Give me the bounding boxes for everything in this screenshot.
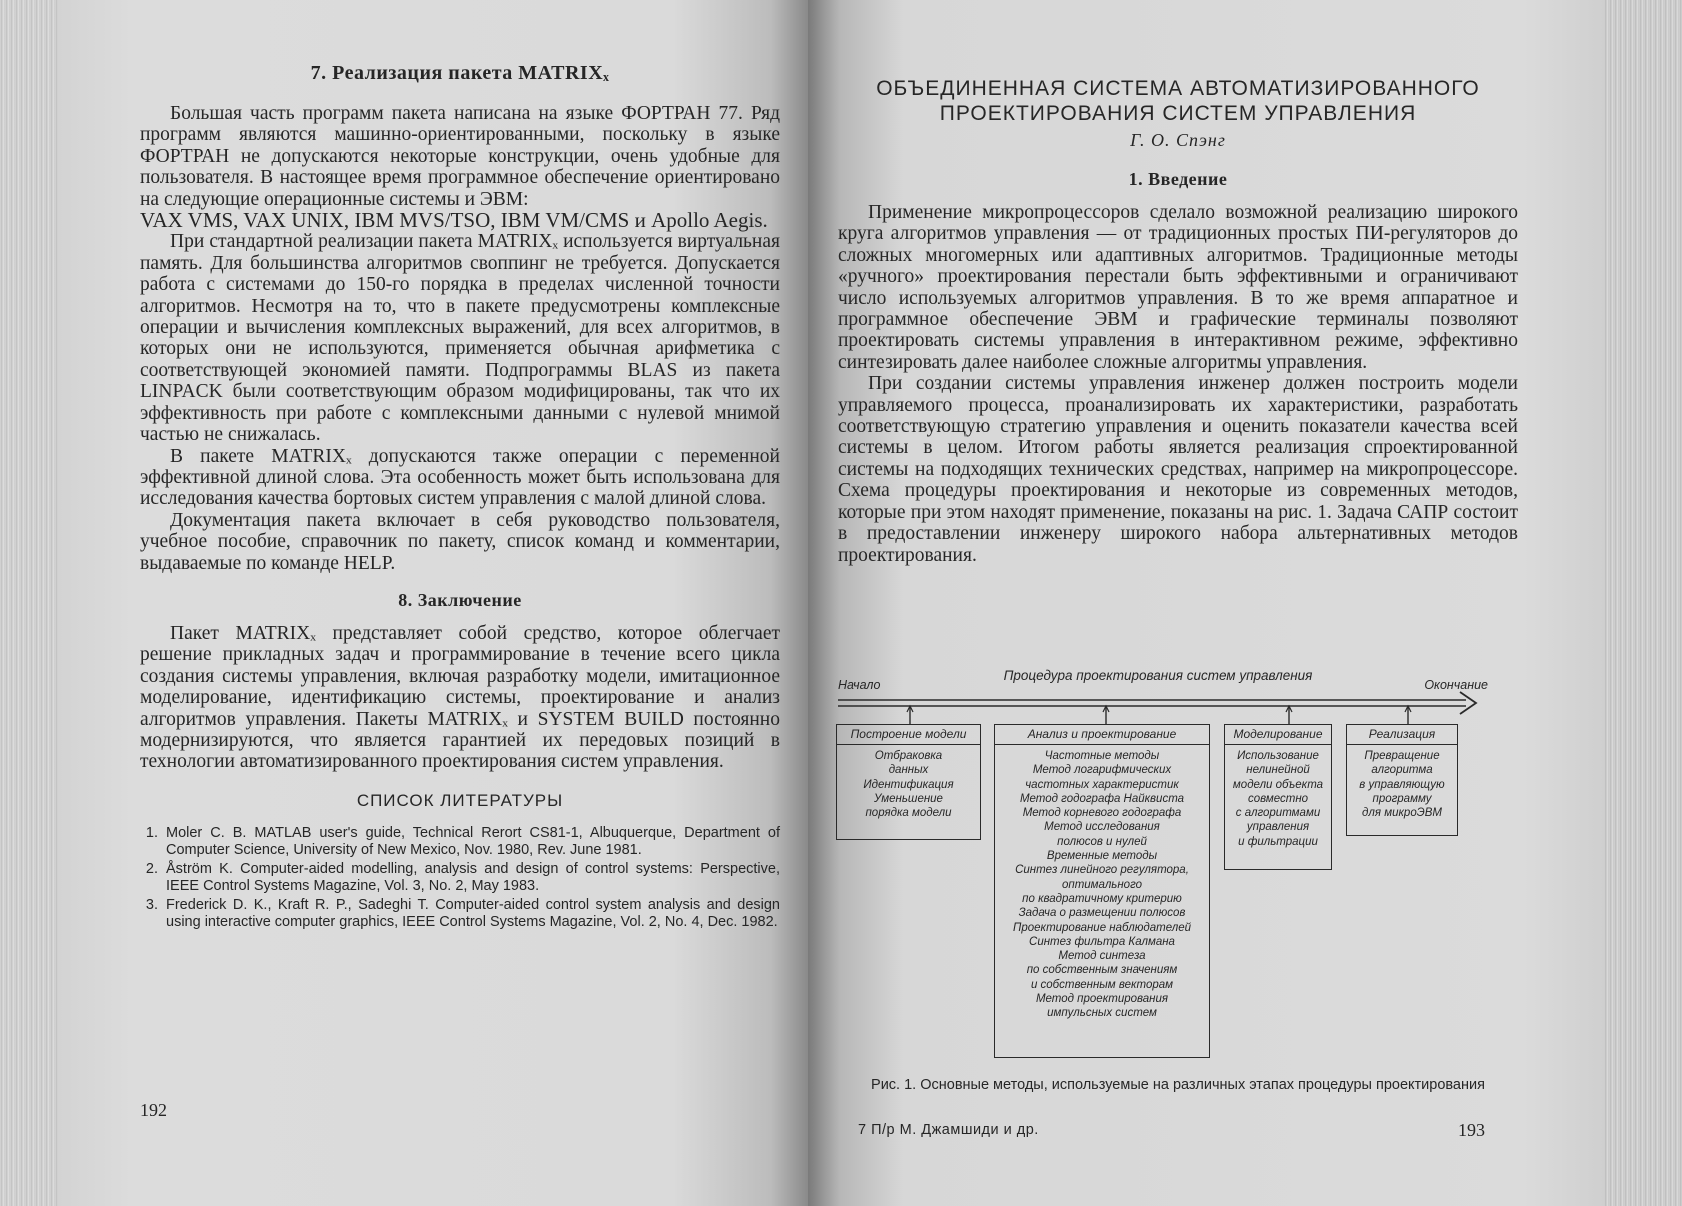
reference-item: 2. Åström K. Computer-aided modelling, analysis and design of control systems: Perspective, IEEE Control Systems Magazine, Vol. 3, No. 2, May 1983. bbox=[162, 861, 780, 895]
section-1-title: 1. Введение bbox=[1128, 169, 1228, 189]
paragraph: Большая часть программ пакета написана на языке ФОРТРАН 77. Ряд программ являются машинно-ориентированными, поскольку в языке ФОРТРАН не допускаются некоторые конструкции, очень удобные для пользователя. В настоящее время программное обеспечение ориентировано на следующие операционные системы и ЭВМ: bbox=[140, 103, 780, 210]
page-number-right: 193 bbox=[1458, 1120, 1485, 1140]
box-simulation bbox=[1224, 724, 1332, 870]
box-item: по собственным значениям bbox=[1026, 964, 1178, 977]
left-page-edges bbox=[0, 0, 58, 1206]
box-item: Использование bbox=[1237, 750, 1319, 762]
reference-item: 1. Moler C. B. MATLAB user's guide, Technical Rerort CS81-1, Albuquerque, Department of Computer Science, University of New Mexico, Nov. 1980, Rev. June 1981. bbox=[162, 825, 780, 859]
box-item: нелинейной bbox=[1246, 764, 1310, 777]
box-item: оптимального bbox=[1061, 878, 1143, 891]
box-item: импульсных систем bbox=[1047, 1007, 1157, 1020]
box-analysis-design bbox=[994, 724, 1210, 1058]
box-title: Построение модели bbox=[837, 725, 980, 745]
right-page bbox=[808, 0, 1604, 1206]
paragraph: В пакете MATRIXₓ допускаются также операции с переменной эффективной длиной слова. Эта особенность может быть использована для исследования качества бортовых систем управления с малой длиной слова. bbox=[140, 445, 780, 510]
box-item: Метод синтеза bbox=[1058, 950, 1146, 963]
box-item: Синтез фильтра Калмана bbox=[1029, 935, 1175, 948]
references-title: СПИСОК ЛИТЕРАТУРЫ bbox=[356, 790, 564, 810]
box-item: модели объекта bbox=[1232, 778, 1324, 791]
box-item: Синтез линейного регулятора, bbox=[1015, 864, 1189, 877]
box-implementation bbox=[1346, 724, 1458, 836]
diagram-start-label: Начало bbox=[838, 678, 881, 692]
box-item: по квадратичному критерию bbox=[1022, 892, 1182, 905]
article-title-line-1: ОБЪЕДИНЕННАЯ СИСТЕМА АВТОМАТИЗИРОВАННОГО bbox=[876, 77, 1480, 100]
left-page-content bbox=[140, 62, 780, 933]
box-item: для микроЭВМ bbox=[1362, 807, 1442, 820]
box-item: совместно bbox=[1247, 792, 1309, 805]
right-page-content bbox=[838, 76, 1518, 566]
left-page bbox=[58, 0, 808, 1206]
box-item: в управляющую bbox=[1359, 778, 1445, 791]
box-item: с алгоритмами bbox=[1235, 807, 1321, 820]
diagram-process-label: Процедура проектирования систем управления bbox=[1003, 668, 1313, 683]
box-item: Отбраковка bbox=[874, 750, 943, 762]
box-item: Задача о размещении полюсов bbox=[1018, 907, 1186, 920]
box-item: Идентификация bbox=[863, 778, 954, 791]
box-item: Метод годографа Найквиста bbox=[1019, 792, 1185, 805]
box-item: и фильтрации bbox=[1238, 835, 1318, 848]
footer-signature: 7 П/р М. Джамшиди и др. bbox=[858, 1122, 1039, 1138]
section-7-title: 7. Реализация пакета MATRIXₓ bbox=[310, 62, 610, 84]
box-model-building bbox=[836, 724, 981, 840]
box-items bbox=[1225, 745, 1331, 849]
paragraph: Пакет MATRIXₓ представляет собой средство, которое облегчает решение прикладных задач и программирование в течение всего цикла создания системы управления, включая разработку модели, имитационное моделирование, идентификацию системы, проектирование и анализ алгоритмов управления. Пакеты MATRIXₓ и SYSTEM BUILD постоянно модернизируются, что является гарантией их передовых позиций в технологии автоматизированного проектирования систем управления. bbox=[140, 622, 780, 773]
figure-caption: Рис. 1. Основные методы, используемые на различных этапах процедуры проектирования bbox=[871, 1077, 1485, 1093]
box-item: Метод проектирования bbox=[1035, 993, 1169, 1006]
box-item: порядка модели bbox=[865, 807, 952, 820]
page-number-left: 192 bbox=[140, 1100, 167, 1120]
box-item: Метод исследования bbox=[1044, 821, 1160, 834]
box-items bbox=[995, 745, 1209, 1021]
diagram-end-label: Окончание bbox=[1424, 678, 1488, 692]
box-item: и собственным векторам bbox=[1030, 978, 1174, 991]
box-item: Временные методы bbox=[1046, 850, 1158, 863]
box-title: Моделирование bbox=[1225, 725, 1331, 745]
box-item: алгоритма bbox=[1371, 764, 1433, 777]
article-author: Г. О. Спэнг bbox=[1130, 130, 1226, 150]
box-item: частотных характеристик bbox=[1025, 778, 1179, 791]
box-item: Частотные методы bbox=[1044, 750, 1160, 762]
box-item: данных bbox=[888, 764, 929, 777]
figure-1-diagram bbox=[838, 662, 1518, 1092]
paragraph: Применение микропроцессоров сделало возможной реализацию широкого круга алгоритмов управления — от традиционных простых ПИ-регуляторов до сложных многомерных или адаптивных алгоритмов. Традиционные методы «ручного» проектирования перестали быть эффективными и ограничивают число используемых алгоритмов управления. В то же время аппаратное и программное обеспечение ЭВМ и графические терминалы позволяют проектировать системы управления в интерактивном режиме, эффективно синтезировать далее наиболее сложные алгоритмы управления. bbox=[838, 202, 1518, 373]
box-item: Метод логарифмических bbox=[1032, 764, 1172, 777]
box-item: Превращение bbox=[1364, 750, 1440, 762]
box-title: Анализ и проектирование bbox=[995, 725, 1209, 745]
reference-item: 3. Frederick D. K., Kraft R. P., Sadeghi T. Computer-aided control system analysis and design using interactive computer graphics, IEEE Control Systems Magazine, Vol. 2, No. 4, Dec. 1982. bbox=[162, 897, 780, 931]
paragraph: При стандартной реализации пакета MATRIXₓ используется виртуальная память. Для большинства алгоритмов своппинг не требуется. Допускается работа с системами до 150-го порядка в пределах численной точности алгоритмов. Несмотря на то, что в пакете предусмотрены комплексные операции и вычисления комплексных выражений, для всех алгоритмов, в которых они не используются, применяется обычная арифметика с соответствующей экономией памяти. Подпрограммы BLAS из пакета LINPACK были соответствующим образом модифицированы, так что их эффективность при работе с комплексными данными с нулевой мнимой частью не снижалась. bbox=[140, 231, 780, 446]
box-item: управления bbox=[1246, 821, 1310, 834]
paragraph: Документация пакета включает в себя руководство пользователя, учебное пособие, справочник по пакету, список команд и комментарии, выдаваемые по команде HELP. bbox=[140, 509, 780, 574]
box-item: Метод корневого годографа bbox=[1022, 807, 1182, 820]
box-item: Проектирование наблюдателей bbox=[1012, 921, 1191, 934]
box-item: Уменьшение bbox=[874, 792, 943, 805]
section-8-title: 8. Заключение bbox=[398, 589, 522, 610]
article-title-line-2: ПРОЕКТИРОВАНИЯ СИСТЕМ УПРАВЛЕНИЯ bbox=[939, 102, 1417, 125]
box-title: Реализация bbox=[1347, 725, 1457, 745]
paragraph-platforms: VAX VMS, VAX UNIX, IBM MVS/TSO, IBM VM/CMS и Apollo Aegis. bbox=[140, 208, 768, 233]
paragraph: При создании системы управления инженер должен построить модели управляемого процесса, проанализировать их характеристики, разработать соответствующую стратегию управления и оценить показатели качества всей системы в целом. Итогом работы является реализация спроектированной системы на подходящих технических средствах, например на микропроцессоре. Схема процедуры проектирования и некоторые из современных методов, которые при этом находят применение, показаны на рис. 1. Задача САПР состоит в предоставлении инженеру широкого набора альтернативных методов проектирования. bbox=[838, 373, 1518, 566]
right-page-edges bbox=[1604, 0, 1682, 1206]
box-items bbox=[837, 745, 980, 820]
box-items bbox=[1347, 745, 1457, 820]
box-item: полюсов и нулей bbox=[1057, 835, 1147, 848]
box-item: программу bbox=[1372, 792, 1432, 805]
references-list bbox=[140, 825, 780, 931]
